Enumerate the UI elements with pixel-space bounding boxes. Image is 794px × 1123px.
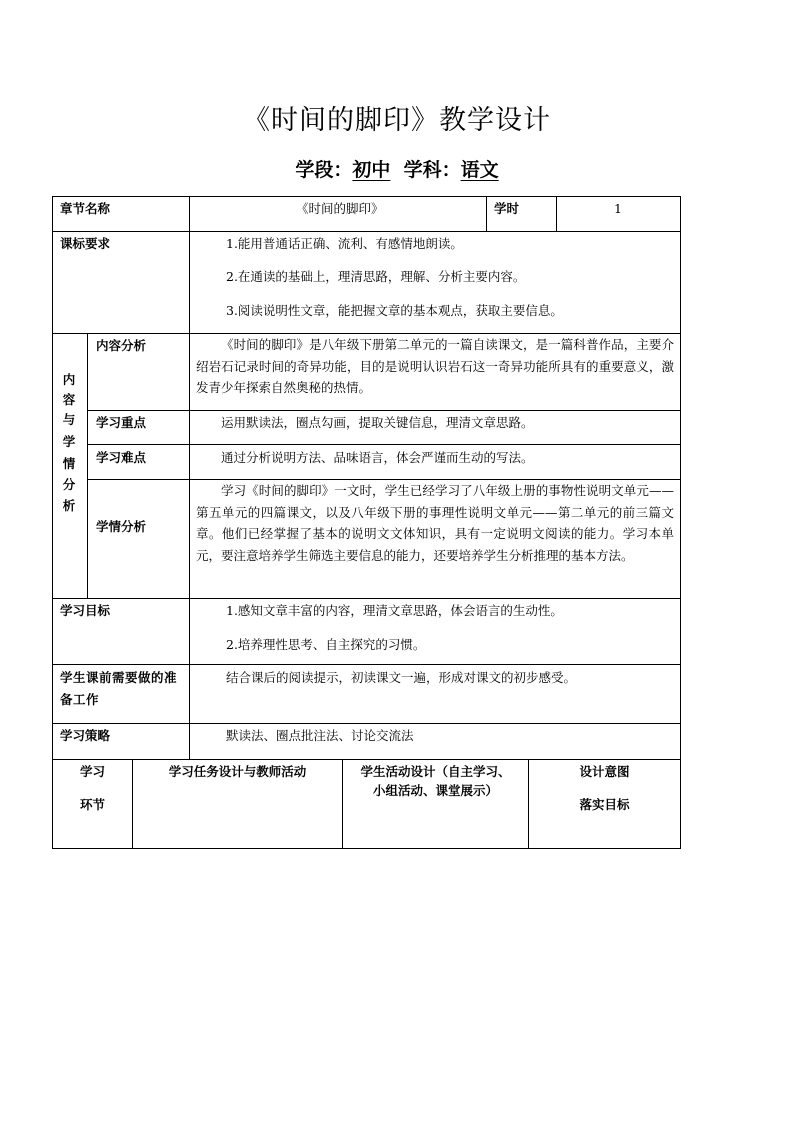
group-char: 析 xyxy=(62,498,76,513)
learning-goal-item: 1.感知文章丰富的内容，理清文章思路，体会语言的生动性。 xyxy=(226,603,563,618)
preparation-text: 结合课后的阅读提示，初读课文一遍，形成对课文的初步感受。 xyxy=(226,670,577,685)
strategy-text: 默读法、圈点批注法、讨论交流法 xyxy=(226,728,414,743)
learning-goal-item: 2.培养理性思考、自主探究的习惯。 xyxy=(226,637,426,652)
stage-value: 初中 xyxy=(352,159,391,181)
group-char: 容 xyxy=(62,392,76,407)
curriculum-label: 课标要求 xyxy=(60,236,111,251)
student-activity-header: 学生活动设计（自主学习、 xyxy=(360,764,511,779)
document-subtitle xyxy=(0,155,794,182)
student-analysis-label: 学情分析 xyxy=(96,519,147,534)
curriculum-item: 3.阅读说明性文章，能把握文章的基本观点，获取主要信息。 xyxy=(226,303,563,318)
stage-header: 环节 xyxy=(79,797,105,812)
row-divider xyxy=(52,598,681,599)
col-divider xyxy=(189,196,190,759)
document-title: 《时间的脚印》教学设计 xyxy=(243,105,551,136)
table-border-bottom xyxy=(52,848,681,849)
content-analysis-label: 内容分析 xyxy=(96,338,147,353)
group-char: 与 xyxy=(62,412,76,427)
learning-difficulty-label: 学习难点 xyxy=(96,450,147,465)
student-activity-header: 小组活动、课堂展示） xyxy=(372,783,498,798)
subject-value: 语文 xyxy=(460,159,499,181)
curriculum-item: 2.在通读的基础上，理清思路，理解、分析主要内容。 xyxy=(226,269,526,284)
class-hours-value: 1 xyxy=(614,201,622,216)
table-border-top xyxy=(52,196,681,197)
learning-focus-text: 运用默读法，圈点勾画，提取关键信息，理清文章思路。 xyxy=(221,415,534,430)
design-intent-header: 落实目标 xyxy=(579,797,630,812)
stage-header: 学习 xyxy=(79,764,105,779)
stage-label: 学段： xyxy=(295,159,353,181)
preparation-label: 学生课前需要做的准备工作 xyxy=(60,670,178,707)
row-divider xyxy=(87,444,681,445)
col-divider xyxy=(486,196,487,232)
student-analysis-text: 学习《时间的脚印》一文时，学生已经学习了八年级上册的事物性说明文单元——第五单元的四篇课文，以及八年级下册的事理性说明文单元——第二单元的前三篇文章。他们已经掌握了基本的说明文文体知识，具有一定说明文阅读的能力。学习本单元，要注意培养学生筛选主要信息的能力，还要培养学生分析推理的基本方法。 xyxy=(196,483,674,563)
row-divider xyxy=(52,231,681,232)
design-intent-header: 设计意图 xyxy=(579,764,630,779)
task-design-header: 学习任务设计与教师活动 xyxy=(168,764,307,779)
group-char: 情 xyxy=(62,456,76,471)
chapter-name-value: 《时间的脚印》 xyxy=(296,201,384,216)
group-char: 分 xyxy=(62,477,76,492)
learning-focus-label: 学习重点 xyxy=(96,415,147,430)
chapter-name-label: 章节名称 xyxy=(60,201,111,216)
group-char: 学 xyxy=(62,434,76,449)
curriculum-item: 1.能用普通话正确、流利、有感情地朗读。 xyxy=(226,236,463,251)
row-divider xyxy=(87,410,681,411)
strategy-label: 学习策略 xyxy=(60,728,111,743)
row-divider xyxy=(52,723,681,724)
row-divider xyxy=(52,759,681,760)
class-hours-label: 学时 xyxy=(494,201,520,216)
learning-difficulty-text: 通过分析说明方法、品味语言，体会严谨而生动的写法。 xyxy=(221,450,534,465)
content-analysis-text: 《时间的脚印》是八年级下册第二单元的一篇自读课文，是一篇科普作品，主要介绍岩石记录时间的奇异功能，目的是说明认识岩石这一奇异功能所具有的重要意义，激发青少年探索自然奥秘的热情。 xyxy=(196,337,674,395)
col-divider xyxy=(87,333,88,598)
col-divider xyxy=(556,196,557,232)
subject-label: 学科： xyxy=(403,159,461,181)
table-border-left xyxy=(52,196,53,849)
table-border-right xyxy=(680,196,681,849)
learning-goals-label: 学习目标 xyxy=(60,603,111,618)
row-divider xyxy=(52,664,681,665)
group-char: 内 xyxy=(62,372,76,387)
